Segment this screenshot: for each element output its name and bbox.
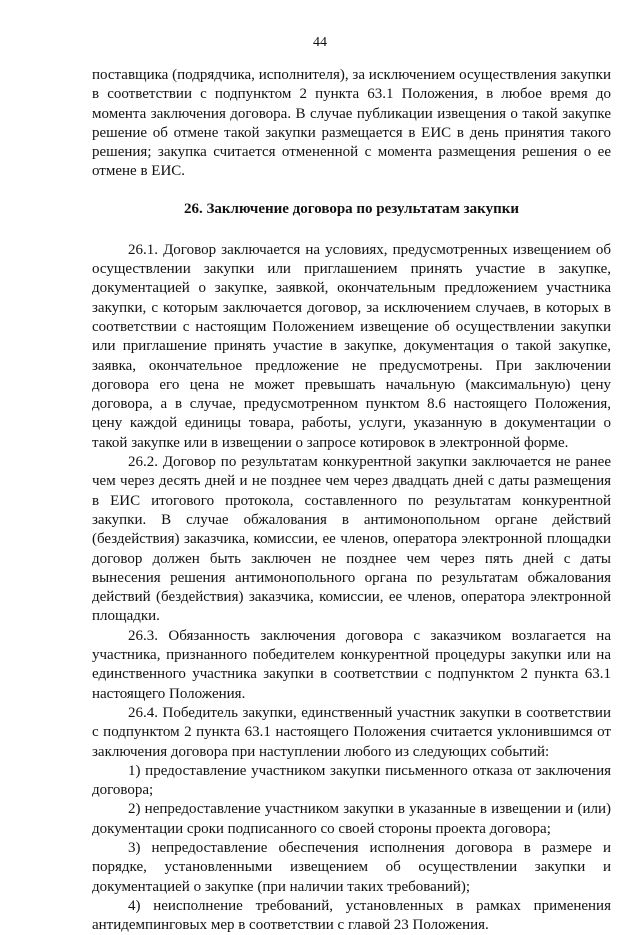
intro-paragraph: поставщика (подрядчика, исполнителя), за исключением осуществления закупки в соответствии с подпунктом 2 пункта 63.1 Положения, в любое время до момента заключения договора. В случае публикации извещения о такой закупке решение об отмене такой закупки размещается в ЕИС в день принятия такого решения; закупка считается отмененной с момента размещения решения о ее отмене в ЕИС. xyxy=(92,67,611,180)
list-item: 4) неисполнение требований, установленных в рамках применения антидемпинговых мер в соответствии с главой 23 Положения. xyxy=(92,897,611,934)
paragraph-26-1: 26.1. Договор заключается на условиях, предусмотренных извещением об осуществлении закупки или приглашением принять участие в закупке, документацией о закупке, заявкой, окончательным предложением участника закупки, с которым заключается договор, за исключением случаев, в которых в соответствии с настоящим Положением извещение об осуществлении закупки или приглашение принять участие в закупке, документация о такой закупке, заявка, окончательное предложение не предусмотрены. При заключении договора его цена не может превышать начальную (максимальную) цену договора, а в случае, предусмотренном пунктом 8.6 настоящего Положения, цену каждой единицы товара, работы, услуги, указанную в документации о такой закупке или в извещении о запросе котировок в электронной форме. xyxy=(92,241,611,451)
page-number: 44 xyxy=(313,35,327,50)
section-heading: 26. Заключение договора по результатам закупки xyxy=(184,200,519,217)
paragraph-26-2: 26.2. Договор по результатам конкурентной закупки заключается не ранее чем через десять дней и не позднее чем через двадцать дней с даты размещения в ЕИС итогового протокола, составленного по результатам конкурентной закупки. В случае обжалования в антимонопольном органе действий (бездействия) заказчика, комиссии, ее членов, оператора электронной площадки договор должен быть заключен не позднее чем через пять дней с даты вынесения решения антимонопольного органа по результатам обжалования действий (бездействия) заказчика, комиссии, ее членов, оператора электронной площадки. xyxy=(92,454,611,625)
paragraph-26-4: 26.4. Победитель закупки, единственный участник закупки в соответствии с подпунктом 2 пункта 63.1 настоящего Положения считается уклонившимся от заключения договора при наступлении любого из следующих событий: xyxy=(92,704,611,760)
list-item: 2) непредоставление участником закупки в указанные в извещении и (или) документации сроки подписанного со своей стороны проекта договора; xyxy=(92,801,611,837)
list-item: 1) предоставление участником закупки письменного отказа от заключения договора; xyxy=(92,762,611,799)
paragraph-26-3: 26.3. Обязанность заключения договора с заказчиком возлагается на участника, признанного победителем конкурентной процедуры закупки или на единственного участника закупки в соответствии с подпунктом 2 пункта 63.1 настоящего Положения. xyxy=(92,627,611,702)
page-content xyxy=(92,66,611,935)
list-item: 3) непредоставление обеспечения исполнения договора в размере и порядке, установленными извещением об осуществлении закупки и документацией о закупке (при наличии таких требований); xyxy=(92,839,611,895)
